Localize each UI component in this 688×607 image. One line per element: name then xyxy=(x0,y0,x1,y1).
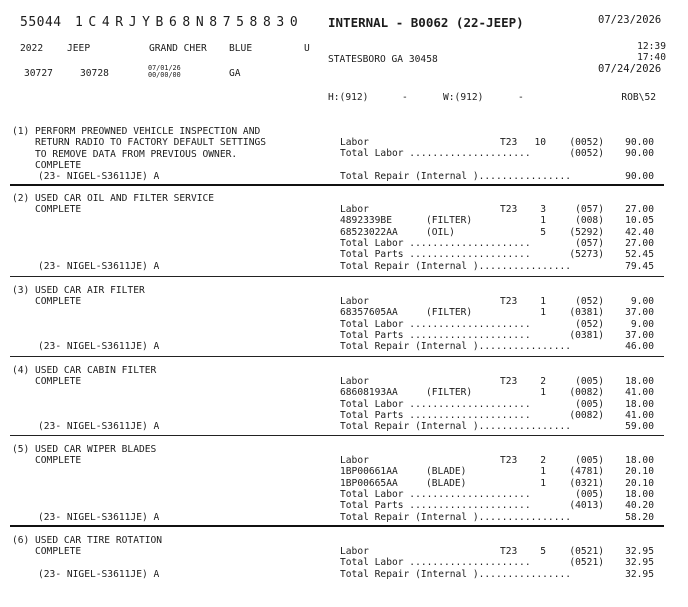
state: GA xyxy=(229,68,241,79)
line-label: Labor xyxy=(340,376,369,387)
vehicle-make: JEEP xyxy=(67,43,91,54)
line-label: Total Labor ..................... xyxy=(340,148,531,160)
technician: (23- NIGEL-S3611JE) A xyxy=(38,260,160,272)
technician: (23- NIGEL-S3611JE) A xyxy=(38,170,160,182)
line-label: 4892339BE xyxy=(340,215,392,227)
line-price-code: (0381) xyxy=(569,329,604,341)
vehicle-year: 2022 xyxy=(20,43,44,54)
date-bottom: 07/24/2026 xyxy=(598,63,662,75)
line-label: Total Repair (Internal )................ xyxy=(340,511,572,523)
line-amount: 18.00 xyxy=(625,398,654,410)
section-description-line: TO REMOVE DATA FROM PREVIOUS OWNER. xyxy=(35,148,238,160)
work-phone: W:(912) xyxy=(443,92,484,103)
section-divider xyxy=(10,525,664,527)
line-qty: 3 xyxy=(540,204,546,215)
section-divider xyxy=(10,276,664,277)
line-amount: 41.00 xyxy=(625,409,654,421)
line-qty: 2 xyxy=(540,376,546,387)
section-description-line: COMPLETE xyxy=(35,296,82,308)
line-part-desc: (FILTER) xyxy=(426,387,473,399)
section-description-line: COMPLETE xyxy=(35,546,82,558)
section-description-line: COMPLETE xyxy=(35,159,82,171)
advisor-code: ROB\52 xyxy=(621,92,656,103)
number-2: 30728 xyxy=(80,68,109,79)
line-label: Total Repair (Internal )................ xyxy=(340,568,572,580)
technician: (23- NIGEL-S3611JE) A xyxy=(38,511,160,523)
line-label: Total Parts ..................... xyxy=(340,249,531,261)
line-qty: 1 xyxy=(540,466,546,478)
line-amount: 79.45 xyxy=(625,260,654,272)
line-label: Total Repair (Internal )................ xyxy=(340,170,572,182)
line-qty: 1 xyxy=(540,215,546,227)
technician: (23- NIGEL-S3611JE) A xyxy=(38,568,160,580)
technician: (23- NIGEL-S3611JE) A xyxy=(38,421,160,433)
line-code: T23 xyxy=(500,137,518,148)
line-label: 1BP00661AA xyxy=(340,466,398,478)
line-amount: 27.00 xyxy=(625,237,654,249)
line-amount: 18.00 xyxy=(625,488,654,500)
line-code: T23 xyxy=(500,296,518,307)
line-price-code: (0321) xyxy=(569,477,604,489)
line-part-desc: (BLADE) xyxy=(426,477,467,489)
line-amount: 32.95 xyxy=(625,546,654,557)
line-label: Total Labor ..................... xyxy=(340,318,531,330)
small-date-2: 00/00/00 xyxy=(148,71,181,79)
line-price-code: (0521) xyxy=(569,546,604,557)
line-amount: 90.00 xyxy=(625,170,654,182)
line-label: 68523022AA xyxy=(340,226,398,238)
number-1: 30727 xyxy=(24,68,53,79)
section-divider xyxy=(10,356,664,357)
line-code: T23 xyxy=(500,455,518,466)
line-label: Total Parts ..................... xyxy=(340,500,531,512)
line-qty: 1 xyxy=(540,477,546,489)
vehicle-color: BLUE xyxy=(229,43,253,54)
section-number: (3) xyxy=(12,285,30,296)
small-date-1: 07/01/26 xyxy=(148,64,181,72)
line-amount: 58.20 xyxy=(625,511,654,523)
document-title: INTERNAL - B0062 (22-JEEP) xyxy=(328,15,524,30)
line-amount: 52.45 xyxy=(625,249,654,261)
line-label: Total Labor ..................... xyxy=(340,557,531,569)
line-price-code: (0052) xyxy=(569,137,604,148)
line-price-code: (057) xyxy=(575,204,604,215)
section-divider xyxy=(10,435,664,436)
technician: (23- NIGEL-S3611JE) A xyxy=(38,341,160,353)
time-2: 17:40 xyxy=(637,52,666,63)
line-amount: 40.20 xyxy=(625,500,654,512)
line-qty: 10 xyxy=(534,137,546,148)
line-code: T23 xyxy=(500,546,518,557)
line-amount: 59.00 xyxy=(625,421,654,433)
section-number: (6) xyxy=(12,535,30,546)
section-description-line: RETURN RADIO TO FACTORY DEFAULT SETTINGS xyxy=(35,137,267,149)
line-amount: 9.00 xyxy=(630,318,654,330)
line-label: Labor xyxy=(340,204,369,215)
vehicle-code: U xyxy=(304,43,310,54)
home-phone-dash: - xyxy=(402,92,408,103)
line-qty: 5 xyxy=(540,226,546,238)
section-number: (4) xyxy=(12,365,30,376)
section-description-line: COMPLETE xyxy=(35,376,82,388)
line-label: 68357605AA xyxy=(340,307,398,319)
home-phone: H:(912) xyxy=(328,92,369,103)
line-qty: 2 xyxy=(540,455,546,466)
section-number: (1) xyxy=(12,126,30,137)
line-price-code: (5273) xyxy=(569,249,604,261)
section-description-line: USED CAR AIR FILTER xyxy=(35,285,145,296)
section-description-line: COMPLETE xyxy=(35,455,82,467)
line-amount: 20.10 xyxy=(625,466,654,478)
line-label: Total Parts ..................... xyxy=(340,329,531,341)
line-amount: 32.95 xyxy=(625,557,654,569)
section-number: (5) xyxy=(12,444,30,455)
section-description-line: USED CAR TIRE ROTATION xyxy=(35,535,163,546)
line-label: 1BP00665AA xyxy=(340,477,398,489)
line-price-code: (5292) xyxy=(569,226,604,238)
line-qty: 1 xyxy=(540,296,546,307)
section-description-line: COMPLETE xyxy=(35,204,82,216)
line-amount: 37.00 xyxy=(625,329,654,341)
line-label: Labor xyxy=(340,546,369,557)
line-amount: 41.00 xyxy=(625,387,654,399)
line-price-code: (052) xyxy=(575,318,604,330)
line-qty: 1 xyxy=(540,387,546,399)
line-amount: 90.00 xyxy=(625,137,654,148)
line-label: Total Repair (Internal )................ xyxy=(340,260,572,272)
line-price-code: (0381) xyxy=(569,307,604,319)
line-code: T23 xyxy=(500,376,518,387)
line-label: Total Labor ..................... xyxy=(340,237,531,249)
line-price-code: (005) xyxy=(575,398,604,410)
vehicle-model: GRAND CHER xyxy=(149,43,207,54)
line-label: Labor xyxy=(340,455,369,466)
line-label: Total Repair (Internal )................ xyxy=(340,341,572,353)
line-price-code: (0082) xyxy=(569,409,604,421)
line-amount: 18.00 xyxy=(625,376,654,387)
line-price-code: (4781) xyxy=(569,466,604,478)
line-label: 68608193AA xyxy=(340,387,398,399)
line-label: Labor xyxy=(340,296,369,307)
time-1: 12:39 xyxy=(637,41,666,52)
date-top: 07/23/2026 xyxy=(598,14,662,26)
line-part-desc: (BLADE) xyxy=(426,466,467,478)
line-label: Total Labor ..................... xyxy=(340,488,531,500)
line-amount: 9.00 xyxy=(630,296,654,307)
line-amount: 46.00 xyxy=(625,341,654,353)
section-description-line: PERFORM PREOWNED VEHICLE INSPECTION AND xyxy=(35,126,261,137)
vin: 1C4RJYB68N8758830 xyxy=(75,15,304,30)
section-number: (2) xyxy=(12,193,30,204)
city-state-zip: STATESBORO GA 30458 xyxy=(328,54,438,65)
section-description-line: USED CAR WIPER BLADES xyxy=(35,444,157,455)
line-label: Labor xyxy=(340,137,369,148)
line-code: T23 xyxy=(500,204,518,215)
line-amount: 37.00 xyxy=(625,307,654,319)
line-label: Total Parts ..................... xyxy=(340,409,531,421)
line-price-code: (005) xyxy=(575,455,604,466)
line-price-code: (008) xyxy=(575,215,604,227)
line-price-code: (005) xyxy=(575,376,604,387)
line-part-desc: (OIL) xyxy=(426,226,455,238)
line-amount: 90.00 xyxy=(625,148,654,160)
line-price-code: (052) xyxy=(575,296,604,307)
line-price-code: (0521) xyxy=(569,557,604,569)
line-amount: 27.00 xyxy=(625,204,654,215)
ro-number: 55044 xyxy=(20,15,62,30)
section-divider xyxy=(10,184,664,186)
line-price-code: (057) xyxy=(575,237,604,249)
line-label: Total Labor ..................... xyxy=(340,398,531,410)
section-description-line: USED CAR CABIN FILTER xyxy=(35,365,157,376)
line-amount: 10.05 xyxy=(625,215,654,227)
line-price-code: (0052) xyxy=(569,148,604,160)
section-description-line: USED CAR OIL AND FILTER SERVICE xyxy=(35,193,215,204)
line-qty: 5 xyxy=(540,546,546,557)
line-amount: 20.10 xyxy=(625,477,654,489)
line-part-desc: (FILTER) xyxy=(426,307,473,319)
line-price-code: (005) xyxy=(575,488,604,500)
line-amount: 18.00 xyxy=(625,455,654,466)
line-qty: 1 xyxy=(540,307,546,319)
line-label: Total Repair (Internal )................ xyxy=(340,421,572,433)
line-amount: 32.95 xyxy=(625,568,654,580)
line-price-code: (0082) xyxy=(569,387,604,399)
line-price-code: (4013) xyxy=(569,500,604,512)
line-amount: 42.40 xyxy=(625,226,654,238)
work-phone-dash: - xyxy=(518,92,524,103)
line-part-desc: (FILTER) xyxy=(426,215,473,227)
